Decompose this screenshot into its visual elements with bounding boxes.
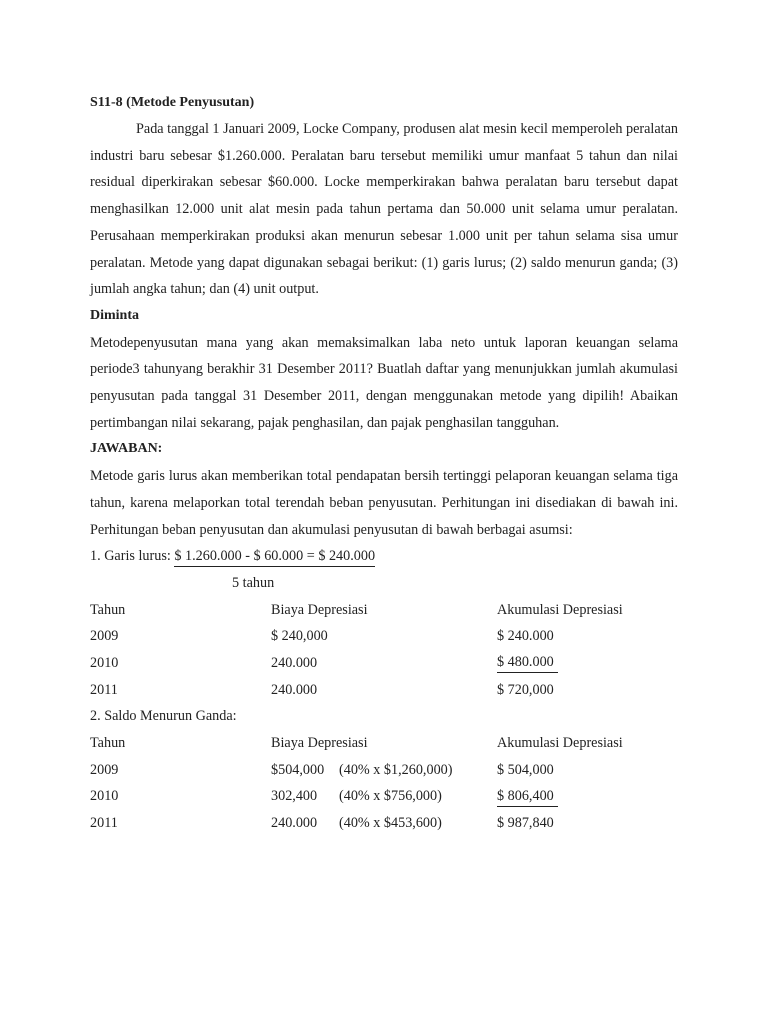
header-biaya: Biaya Depresiasi <box>271 601 368 618</box>
cell-year: 2010 <box>90 654 119 671</box>
cell-expense: 240.000 <box>271 681 318 698</box>
header-tahun: Tahun <box>90 601 126 618</box>
table-row <box>90 677 678 704</box>
table-row <box>90 810 678 837</box>
table-header-row <box>90 597 678 624</box>
table-row <box>90 757 678 784</box>
cell-expense: 240.000 <box>271 654 318 671</box>
cell-expense: 240.000 <box>271 815 318 832</box>
method2-label: 2. Saldo Menurun Ganda: <box>90 708 237 725</box>
cell-accum-wrap <box>497 783 678 810</box>
problem-title: S11-8 (Metode Penyusutan) <box>90 95 255 110</box>
cell-year: 2009 <box>90 628 119 645</box>
cell-expense-wrap <box>271 810 497 837</box>
cell-accum: $ 806,400 <box>497 787 558 807</box>
table-header-row <box>90 730 678 757</box>
cell-year: 2009 <box>90 761 119 778</box>
table-row <box>90 650 678 677</box>
document-page <box>90 90 678 837</box>
cell-calc: (40% x $1,260,000) <box>339 761 453 778</box>
formula-result: $ 240.000 <box>318 548 376 565</box>
straight-line-formula <box>90 543 678 570</box>
table-row <box>90 623 678 650</box>
cell-expense: $ 240,000 <box>271 628 328 645</box>
cell-calc: (40% x $453,600) <box>339 815 442 832</box>
jawaban-heading: JAWABAN: <box>90 441 163 457</box>
cell-accum: $ 240.000 <box>497 628 554 645</box>
cell-year: 2010 <box>90 788 119 805</box>
table-row <box>90 783 678 810</box>
diminta-heading: Diminta <box>90 307 139 323</box>
header-akumulasi: Akumulasi Depresiasi <box>497 601 623 618</box>
cell-expense-wrap <box>271 757 497 784</box>
diminta-paragraph: Metodepenyusutan mana yang akan memaksimalkan laba neto untuk laporan keuangan selama periode3 tahunyang berakhir 31 Desember 2011? Buatlah daftar yang menunjukkan jumlah akumulasi penyusutan pada tanggal 31 Desember 2011, dengan menggunakan metode yang dipilih! Abaikan pertimbangan nilai sekarang, pajak penghasilan, dan pajak penghasilan tangguhan. <box>90 334 678 431</box>
cell-expense: $504,000 <box>271 761 325 778</box>
formula-denominator: 5 tahun <box>232 574 275 591</box>
method1-label: 1. Garis lurus: <box>90 548 175 565</box>
cell-accum: $ 504,000 <box>497 761 554 778</box>
jawaban-paragraph: Metode garis lurus akan memberikan total pendapatan bersih tertinggi pelaporan keuangan selama tiga tahun, karena melaporkan total terendah beban penyusutan. Perhitungan ini disediakan di bawah ini. Perhitungan beban penyusutan dan akumulasi penyusutan di bawah berbagai asumsi: <box>90 468 678 538</box>
header-biaya: Biaya Depresiasi <box>271 734 368 751</box>
cell-year: 2011 <box>90 681 118 698</box>
header-tahun: Tahun <box>90 734 126 751</box>
formula-numerator <box>174 548 375 567</box>
cell-expense-wrap <box>271 783 497 810</box>
formula-numerator-expr: $ 1.260.000 - $ 60.000 = <box>174 548 319 565</box>
cell-accum-wrap <box>497 650 678 677</box>
header-akumulasi: Akumulasi Depresiasi <box>497 734 623 751</box>
cell-accum: $ 720,000 <box>497 681 554 698</box>
intro-paragraph: Pada tanggal 1 Januari 2009, Locke Company, produsen alat mesin kecil memperoleh peralatan industri baru sebesar $1.260.000. Peralatan baru tersebut memiliki umur manfaat 5 tahun dan nilai residual diperkirakan sebesar $60.000. Locke memperkirakan bahwa peralatan baru tersebut dapat menghasilkan 12.000 unit alat mesin pada tahun pertama dan 50.000 unit selama umur peralatan. Perusahaan memperkirakan produksi akan menurun sebesar 1.000 unit per tahun selama sisa umur peralatan. Metode yang dapat digunakan sebagai berikut: (1) garis lurus; (2) saldo menurun ganda; (3) jumlah angka tahun; dan (4) unit output. <box>90 121 678 298</box>
cell-accum: $ 987,840 <box>497 815 554 832</box>
cell-accum: $ 480.000 <box>497 653 558 673</box>
double-declining-table <box>90 730 678 837</box>
cell-calc: (40% x $756,000) <box>339 788 442 805</box>
straight-line-table <box>90 597 678 704</box>
cell-expense: 302,400 <box>271 788 318 805</box>
cell-year: 2011 <box>90 815 118 832</box>
